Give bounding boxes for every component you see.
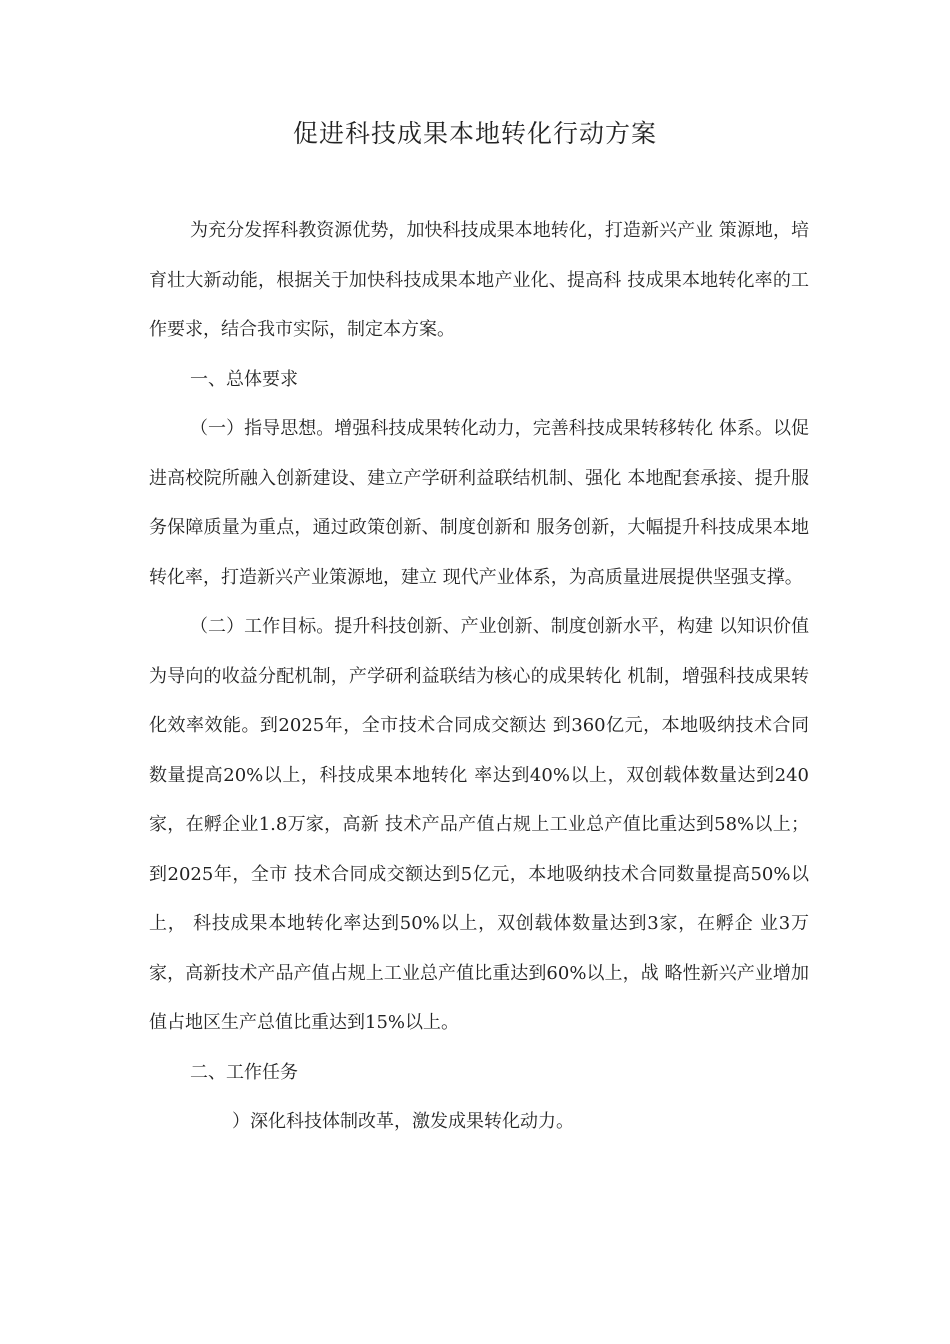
guiding-thought-paragraph: （一）指导思想。增强科技成果转化动力，完善科技成果转移转化 体系。以促进高校院所融入创新建设、建立产学研利益联结机制、强化 本地配套承接、提升服务保障质量为重点，通过政策创新、制度创新和 服务创新，大幅提升科技成果本地转化率，打造新兴产业策源地，建立 现代产业体系，为高质量进展提供坚强支撑。 bbox=[149, 418, 809, 588]
section-heading-work-tasks: 二、工作任务 bbox=[190, 1061, 298, 1083]
task-item-1: ）深化科技体制改革，激发成果转化动力。 bbox=[232, 1111, 574, 1132]
section-heading-overall-requirements: 一、总体要求 bbox=[190, 368, 298, 390]
document-body bbox=[149, 206, 809, 1147]
intro-paragraph: 为充分发挥科教资源优势，加快科技成果本地转化，打造新兴产业 策源地，培育壮大新动能，根据关于加快科技成果本地产业化、提高科 技成果本地转化率的工作要求，结合我市实际，制定本方案。 bbox=[149, 220, 809, 340]
work-goals-paragraph: （二）工作目标。提升科技创新、产业创新、制度创新水平，构建 以知识价值为导向的收益分配机制，产学研利益联结为核心的成果转化 机制，增强科技成果转化效率效能。到2025年，全市技术合同成交额达 到360亿元，本地吸纳技术合同数量提高20%以上，科技成果本地转化 率达到40%以上，双创载体数量达到240家，在孵企业1.8万家，高新 技术产品产值占规上工业总产值比重达到58%以上；到2025年，全市 技术合同成交额达到5亿元，本地吸纳技术合同数量提高50%以上， 科技成果本地转化率达到50%以上，双创载体数量达到3家，在孵企 业3万家，高新技术产品产值占规上工业总产值比重达到60%以上，战 略性新兴产业增加值占地区生产总值比重达到15%以上。 bbox=[149, 616, 809, 1033]
document-title: 促进科技成果本地转化行动方案 bbox=[292, 119, 657, 148]
